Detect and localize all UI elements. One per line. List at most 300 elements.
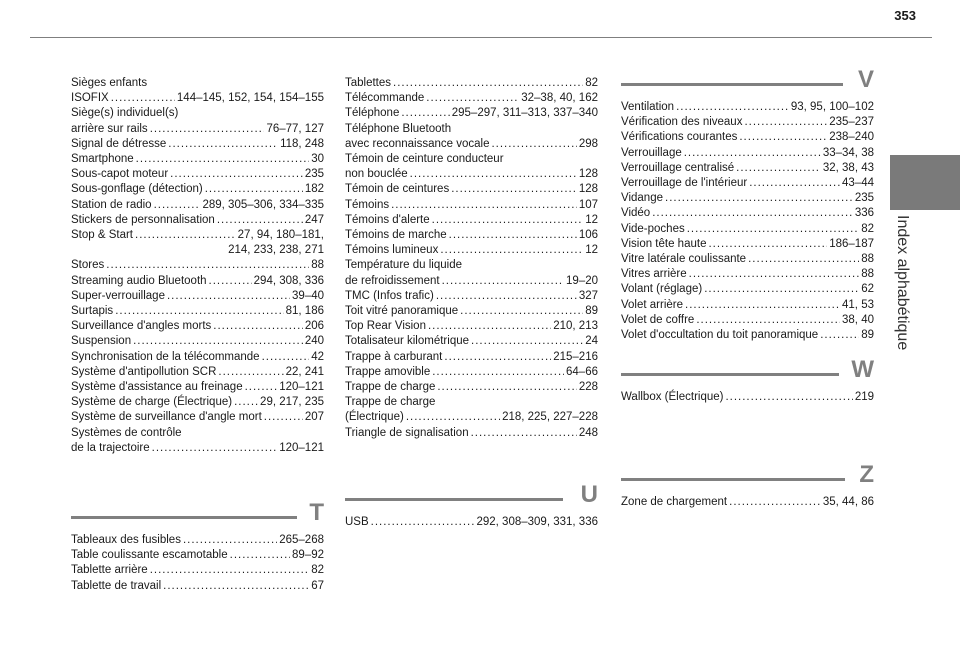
- dot-leader: [410, 167, 577, 182]
- index-pages: 235–237: [829, 116, 874, 129]
- index-entry: [621, 282, 874, 297]
- index-pages: 81, 186: [285, 305, 324, 318]
- index-term: Tablette de travail: [71, 579, 162, 592]
- dot-leader: [687, 222, 859, 237]
- index-pages: 43–44: [842, 177, 874, 190]
- dot-leader: [652, 206, 853, 221]
- dot-leader: [205, 182, 303, 197]
- index-line: [71, 441, 324, 456]
- dot-leader: [729, 495, 821, 510]
- dot-leader: [744, 115, 827, 130]
- index-term: Volant (réglage): [621, 283, 703, 296]
- index-line: [621, 130, 874, 145]
- index-heading: Téléphone Bluetooth: [345, 122, 452, 135]
- index-term: Volet arrière: [621, 298, 684, 311]
- index-entry: [345, 274, 598, 289]
- index-line: [71, 91, 324, 106]
- index-pages: 238–240: [829, 131, 874, 144]
- dot-leader: [133, 334, 303, 349]
- index-line: [71, 228, 324, 243]
- dot-leader: [696, 313, 840, 328]
- dot-leader: [739, 130, 827, 145]
- index-term: USB: [345, 516, 369, 528]
- index-term: arrière sur rails: [71, 122, 148, 135]
- index-heading: Trappe de charge: [345, 396, 436, 409]
- index-pages: 235: [854, 192, 874, 205]
- dot-leader: [152, 441, 278, 456]
- index-entry: [621, 206, 874, 221]
- index-entry: [345, 167, 598, 182]
- dot-leader: [391, 198, 577, 213]
- index-pages: 144–145, 152, 154, 154–155: [176, 92, 324, 105]
- index-entry: [621, 222, 874, 237]
- index-entry: [345, 137, 598, 152]
- index-pages: 289, 305–306, 334–335: [202, 198, 324, 211]
- index-line: [345, 76, 598, 91]
- dot-leader: [217, 213, 303, 228]
- dot-leader: [213, 319, 303, 334]
- section-entries: [621, 390, 874, 405]
- index-pages: 207: [304, 411, 324, 424]
- index-entry: [621, 146, 874, 161]
- index-line: [345, 515, 598, 530]
- dot-leader: [230, 548, 290, 563]
- index-line: [345, 137, 598, 152]
- index-term: Streaming audio Bluetooth: [71, 274, 207, 287]
- section-rule: [621, 373, 839, 376]
- dot-leader: [393, 76, 583, 91]
- index-line: [71, 198, 324, 213]
- section-letter: T: [309, 499, 324, 526]
- index-line: [71, 579, 324, 594]
- index-line: [345, 426, 598, 441]
- index-term: Volet de coffre: [621, 313, 695, 326]
- index-entry: [345, 213, 598, 228]
- index-line: [345, 228, 598, 243]
- index-line: [621, 313, 874, 328]
- index-pages: 64–66: [566, 365, 598, 378]
- index-term: TMC (Infos trafic): [345, 289, 434, 302]
- index-line: [621, 115, 874, 130]
- index-entry: [71, 198, 324, 213]
- index-pages: 182: [304, 183, 324, 196]
- index-pages: 228: [578, 381, 598, 394]
- dot-leader: [491, 137, 576, 152]
- index-entry: [621, 252, 874, 267]
- index-term: Système de charge (Électrique): [71, 396, 233, 409]
- index-heading: Systèmes de contrôle: [71, 426, 182, 439]
- section-entries: [71, 533, 324, 594]
- index-line: [345, 380, 598, 395]
- index-pages: 82: [311, 564, 324, 577]
- index-entry: [345, 515, 598, 530]
- section-rule: [621, 478, 845, 481]
- index-entry: [345, 228, 598, 243]
- dot-leader: [437, 380, 576, 395]
- index-term: Système de surveillance d'angle mort: [71, 411, 262, 424]
- index-entry: [621, 130, 874, 145]
- index-line: [71, 380, 324, 395]
- index-term: Triangle de signalisation: [345, 426, 469, 439]
- index-entry: [621, 328, 874, 343]
- index-entry: [71, 289, 324, 304]
- dot-leader: [684, 146, 821, 161]
- index-pages: 24: [585, 335, 598, 348]
- index-line: [71, 182, 324, 197]
- index-pages: 106: [578, 229, 598, 242]
- index-line: [345, 350, 598, 365]
- index-line: [345, 167, 598, 182]
- index-line: [621, 267, 874, 282]
- section-rule: [71, 516, 297, 519]
- index-entry: [621, 191, 874, 206]
- index-pages: 22, 241: [285, 365, 324, 378]
- dot-leader: [426, 91, 519, 106]
- dot-leader: [725, 390, 852, 405]
- index-entry: [71, 304, 324, 319]
- index-entry: [71, 228, 324, 258]
- index-entry: [345, 410, 598, 425]
- index-term: non bouclée: [345, 168, 408, 181]
- index-pages: 89: [861, 329, 874, 342]
- index-entry: [345, 258, 598, 273]
- index-line: [621, 298, 874, 313]
- index-entry: [345, 380, 598, 395]
- section-entries: [345, 515, 598, 530]
- index-line: [71, 289, 324, 304]
- section-side-label: Index alphabétique: [894, 215, 911, 351]
- dot-leader: [401, 106, 449, 121]
- index-term: Témoins lumineux: [345, 244, 439, 257]
- index-entry: [345, 319, 598, 334]
- index-entry: [71, 91, 324, 106]
- index-term: Stickers de personnalisation: [71, 213, 215, 226]
- index-entry: [71, 350, 324, 365]
- index-pages: 27, 94, 180–181,: [237, 229, 324, 242]
- dot-leader: [115, 304, 283, 319]
- index-pages: 89: [585, 305, 598, 318]
- index-entry: [345, 91, 598, 106]
- index-entry: [71, 137, 324, 152]
- index-pages: 218, 225, 227–228: [502, 411, 598, 424]
- index-entry: [71, 167, 324, 182]
- index-pages: 29, 217, 235: [260, 396, 324, 409]
- dot-leader: [136, 152, 310, 167]
- index-entry: [345, 365, 598, 380]
- index-pages: 215–216: [553, 350, 598, 363]
- index-term: Trappe de charge: [345, 381, 436, 394]
- index-pages: 32–38, 40, 162: [521, 92, 598, 105]
- index-term: Sous-gonflage (détection): [71, 183, 203, 196]
- index-term: Vérifications courantes: [621, 131, 738, 144]
- index-entry: [345, 426, 598, 441]
- index-term: Système d'antipollution SCR: [71, 365, 217, 378]
- index-term: Vidéo: [621, 207, 651, 220]
- index-term: Top Rear Vision: [345, 320, 426, 333]
- index-entry: [345, 106, 598, 121]
- index-term: Wallbox (Électrique): [621, 391, 724, 403]
- dot-leader: [820, 328, 859, 343]
- index-pages: 118, 248: [280, 137, 324, 150]
- index-term: Signal de détresse: [71, 137, 167, 150]
- index-line: [345, 365, 598, 380]
- index-pages: 298: [578, 137, 598, 150]
- dot-leader: [749, 176, 840, 191]
- index-pages: 247: [304, 213, 324, 226]
- dot-leader: [676, 100, 789, 115]
- index-line: [345, 106, 598, 121]
- index-entry: [621, 495, 874, 510]
- index-line: [71, 152, 324, 167]
- index-pages: 120–121: [279, 381, 324, 394]
- index-line: [71, 395, 324, 410]
- dot-leader: [154, 198, 201, 213]
- index-line: [71, 319, 324, 334]
- index-entry: [345, 289, 598, 304]
- index-pages: 33–34, 38: [822, 146, 874, 159]
- dot-leader: [736, 161, 821, 176]
- index-line: [71, 563, 324, 578]
- dot-leader: [167, 289, 290, 304]
- index-line: [345, 304, 598, 319]
- dot-leader: [444, 350, 551, 365]
- dot-leader: [245, 380, 278, 395]
- index-pages: 32, 38, 43: [822, 161, 874, 174]
- index-term: ISOFIX: [71, 92, 109, 105]
- dot-leader: [163, 579, 309, 594]
- section-rule: [621, 83, 843, 86]
- index-term: Verrouillage de l'intérieur: [621, 177, 748, 190]
- index-pages: 235: [304, 168, 324, 181]
- section-letter: V: [857, 66, 874, 93]
- section-z: [621, 461, 874, 510]
- index-term: Synchronisation de la télécommande: [71, 350, 260, 363]
- index-line: [621, 161, 874, 176]
- index-pages: 82: [861, 222, 874, 235]
- index-term: avec reconnaissance vocale: [345, 137, 490, 150]
- index-term: Stores: [71, 259, 105, 272]
- index-entry: [621, 100, 874, 115]
- index-entry: [71, 426, 324, 441]
- index-term: Suspension: [71, 335, 132, 348]
- index-pages: 12: [585, 213, 598, 226]
- index-entry: [71, 563, 324, 578]
- dot-leader: [262, 350, 310, 365]
- index-heading: Sièges enfants: [71, 77, 148, 89]
- index-term: Surveillance d'angles morts: [71, 320, 212, 333]
- index-pages: 38, 40: [842, 313, 874, 326]
- dot-leader: [471, 334, 583, 349]
- index-entry: [71, 395, 324, 410]
- index-term: Stop & Start: [71, 229, 134, 242]
- index-entry: [71, 152, 324, 167]
- index-entry: [345, 182, 598, 197]
- index-entry: [71, 441, 324, 456]
- index-line: [71, 334, 324, 349]
- section-u: [345, 481, 598, 530]
- index-term: de la trajectoire: [71, 441, 150, 454]
- index-pages: 294, 308, 336: [253, 274, 324, 287]
- index-term: Station de radio: [71, 198, 152, 211]
- side-tab: [890, 155, 960, 210]
- index-term: Témoins: [345, 198, 390, 211]
- section-entries: [621, 100, 874, 343]
- index-term: Sous-capot moteur: [71, 168, 169, 181]
- index-heading: Siège(s) individuel(s): [71, 107, 179, 120]
- index-column-2: [345, 76, 598, 441]
- index-entry: [71, 410, 324, 425]
- index-pages: 292, 308–309, 331, 336: [476, 516, 598, 528]
- index-term: Téléphone: [345, 107, 400, 120]
- index-entry: [71, 258, 324, 273]
- page-number: 353: [894, 8, 916, 23]
- index-entry: [345, 152, 598, 167]
- dot-leader: [428, 319, 551, 334]
- index-term: Table coulissante escamotable: [71, 549, 228, 562]
- index-pages: 120–121: [279, 441, 324, 454]
- dot-leader: [150, 563, 309, 578]
- index-line: [345, 410, 598, 425]
- index-entry: [345, 76, 598, 91]
- index-entry: [621, 176, 874, 191]
- index-term: Témoins d'alerte: [345, 213, 430, 226]
- index-entry: [345, 122, 598, 137]
- dot-leader: [689, 267, 860, 282]
- index-entry: [345, 198, 598, 213]
- dot-leader: [685, 298, 840, 313]
- index-term: Vide-poches: [621, 222, 685, 235]
- index-term: Tablettes: [345, 77, 392, 89]
- index-entry: [621, 298, 874, 313]
- index-pages: 93, 95, 100–102: [790, 101, 874, 113]
- index-term: Ventilation: [621, 101, 675, 113]
- index-line: [621, 328, 874, 343]
- index-term: Trappe amovible: [345, 365, 431, 378]
- index-line: [71, 548, 324, 563]
- index-term: Témoins de marche: [345, 229, 447, 242]
- index-entry: [345, 350, 598, 365]
- index-line: [71, 304, 324, 319]
- index-pages: 62: [861, 283, 874, 296]
- index-term: Tableaux des fusibles: [71, 534, 181, 546]
- index-entry: [345, 395, 598, 410]
- index-term: Surtapis: [71, 305, 114, 318]
- index-line: [71, 122, 324, 137]
- index-heading: Température du liquide: [345, 259, 462, 272]
- dot-leader: [704, 282, 859, 297]
- index-term: Témoin de ceintures: [345, 183, 450, 196]
- dot-leader: [371, 515, 475, 530]
- dot-leader: [436, 289, 577, 304]
- index-line: [71, 533, 324, 548]
- index-line: [621, 146, 874, 161]
- index-entry: [621, 115, 874, 130]
- dot-leader: [406, 410, 500, 425]
- index-heading: Témoin de ceinture conducteur: [345, 153, 504, 166]
- index-line: [345, 243, 598, 258]
- index-entry: [71, 319, 324, 334]
- index-term: Vérification des niveaux: [621, 116, 743, 129]
- index-line: [345, 334, 598, 349]
- index-line: [621, 237, 874, 252]
- dot-leader: [168, 137, 278, 152]
- index-entry: [71, 533, 324, 548]
- index-term: de refroidissement: [345, 274, 440, 287]
- dot-leader: [209, 274, 252, 289]
- index-pages: 42: [311, 350, 324, 363]
- index-line: [345, 274, 598, 289]
- index-line: [621, 222, 874, 237]
- dot-leader: [449, 228, 577, 243]
- index-entry: [71, 76, 324, 91]
- index-pages: 206: [304, 320, 324, 333]
- index-term: Verrouillage: [621, 146, 682, 159]
- section-v: [621, 66, 874, 343]
- index-term: Vidange: [621, 192, 663, 205]
- index-line: [345, 182, 598, 197]
- index-pages: 210, 213: [553, 320, 598, 333]
- index-pages: 128: [578, 168, 598, 181]
- index-line: [71, 365, 324, 380]
- section-letter: W: [851, 356, 874, 383]
- index-line: [345, 213, 598, 228]
- dot-leader: [460, 304, 583, 319]
- index-entry: [621, 161, 874, 176]
- section-rule: [345, 498, 563, 501]
- index-pages: 76–77, 127: [266, 122, 324, 135]
- index-line: [71, 274, 324, 289]
- section-w: [621, 356, 874, 405]
- dot-leader: [106, 258, 309, 273]
- section-letter: U: [580, 481, 598, 508]
- dot-leader: [748, 252, 859, 267]
- dot-leader: [442, 274, 564, 289]
- index-term: Toit vitré panoramique: [345, 305, 459, 318]
- index-pages: 88: [311, 259, 324, 272]
- index-pages: 67: [311, 579, 324, 592]
- index-entry: [71, 182, 324, 197]
- index-entry: [71, 334, 324, 349]
- index-line: [621, 390, 874, 405]
- index-pages: 88: [861, 253, 874, 266]
- index-line: [621, 176, 874, 191]
- index-entry: [621, 267, 874, 282]
- index-term: Zone de chargement: [621, 496, 728, 508]
- index-line: [621, 191, 874, 206]
- index-pages: 240: [304, 335, 324, 348]
- dot-leader: [665, 191, 853, 206]
- index-pages: 12: [585, 244, 598, 257]
- dot-leader: [218, 365, 283, 380]
- index-term: Système d'assistance au freinage: [71, 381, 243, 394]
- index-pages: 327: [578, 289, 598, 302]
- index-line: [621, 282, 874, 297]
- index-term: Trappe à carburant: [345, 350, 443, 363]
- index-pages: 82: [585, 77, 598, 89]
- index-entry: [71, 213, 324, 228]
- index-entry: [71, 106, 324, 121]
- index-pages: 219: [854, 391, 874, 403]
- dot-leader: [432, 213, 584, 228]
- index-pages: 39–40: [292, 289, 324, 302]
- index-entry: [71, 579, 324, 594]
- index-entry: [621, 313, 874, 328]
- index-term: Vision tête haute: [621, 237, 707, 250]
- index-line: [71, 167, 324, 182]
- index-term: Volet d'occultation du toit panoramique: [621, 329, 819, 342]
- index-entry: [71, 380, 324, 395]
- index-entry: [621, 237, 874, 252]
